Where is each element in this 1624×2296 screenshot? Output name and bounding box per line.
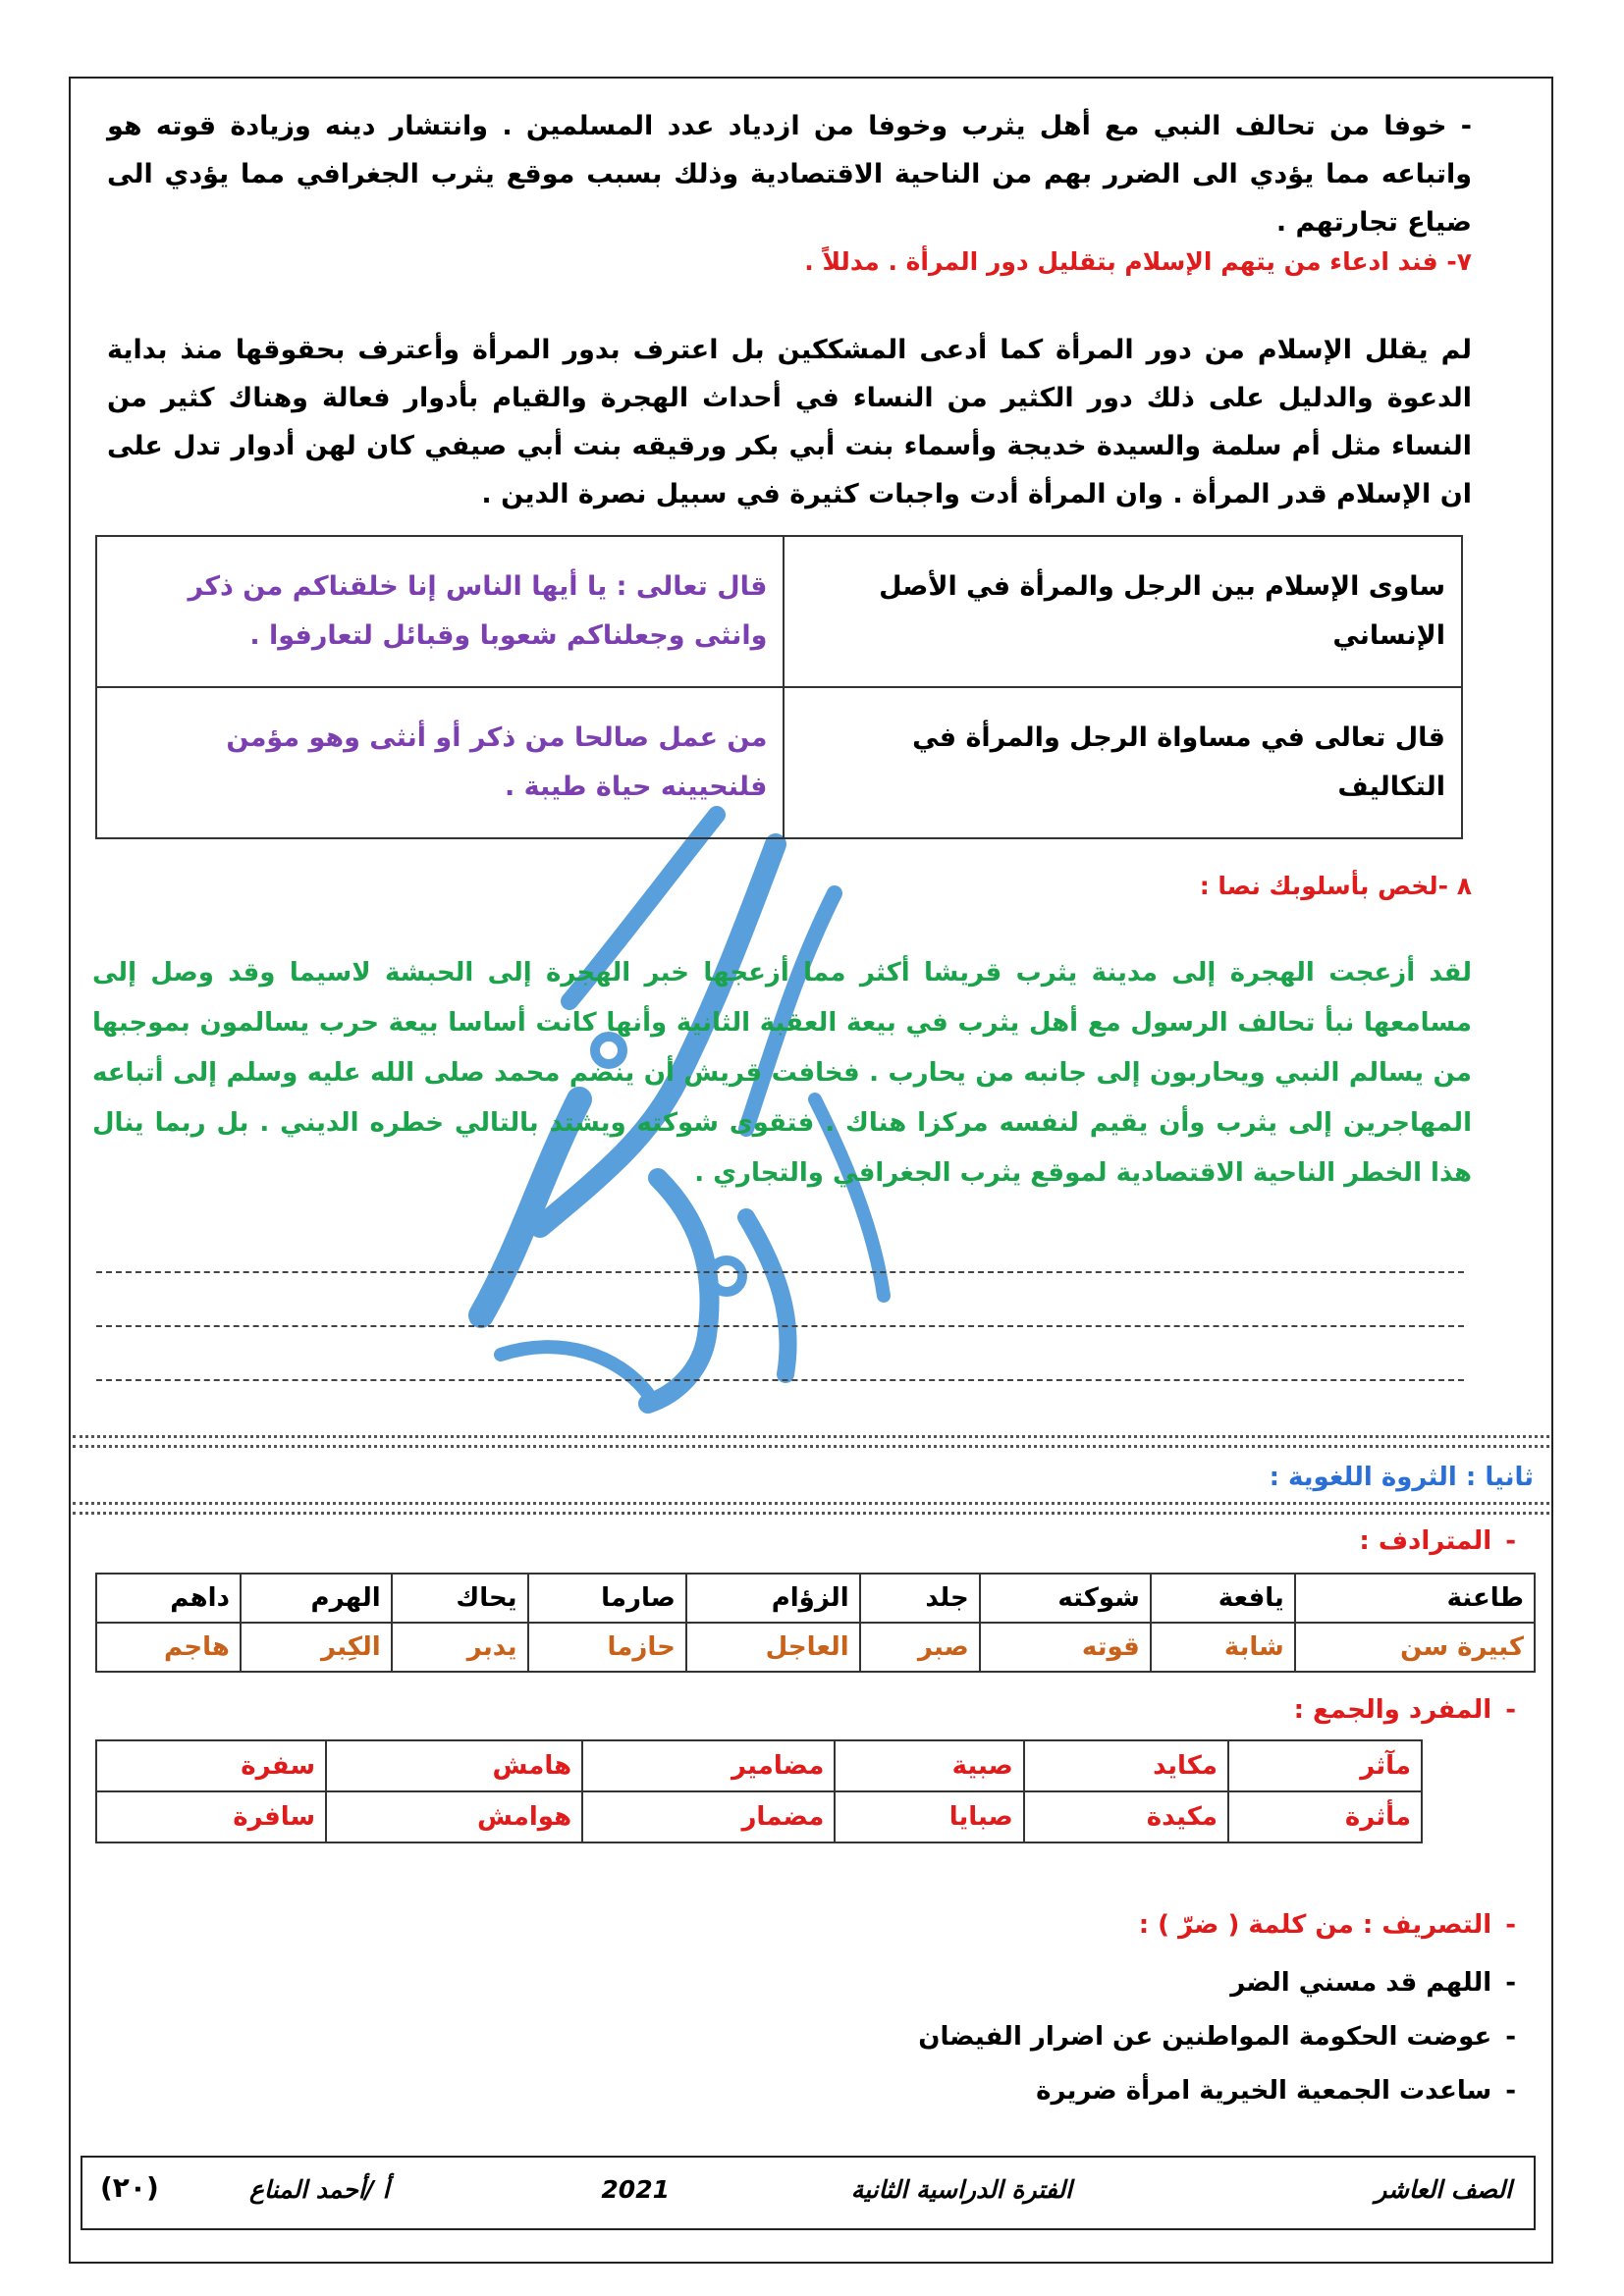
- synonym-answer: العاجل: [686, 1623, 860, 1672]
- morph-item-text: اللهم قد مسني الضر: [1230, 1968, 1492, 1998]
- morph-item: -ساعدت الجمعية الخيرية امرأة ضريرة: [1036, 2076, 1516, 2106]
- synonym-word: شوكته: [980, 1574, 1151, 1623]
- synonyms-heading: -المترادف :: [1359, 1526, 1516, 1556]
- synonym-answer: هاجم: [96, 1623, 241, 1672]
- answer-line: [96, 1271, 1464, 1273]
- plural-cell: مأثرة: [1228, 1791, 1422, 1842]
- synonym-answer: قوته: [980, 1623, 1151, 1672]
- plural-table: [95, 1739, 1423, 1843]
- morph-heading: -التصريف : من كلمة ( ضرّ ) :: [1138, 1910, 1516, 1940]
- morph-item-text: ساعدت الجمعية الخيرية امرأة ضريرة: [1036, 2076, 1492, 2106]
- plural-heading: -المفرد والجمع :: [1293, 1695, 1516, 1725]
- plural-cell: هوامش: [326, 1791, 582, 1842]
- section-divider-top: [73, 1445, 1549, 1448]
- synonyms-heading-label: المترادف :: [1359, 1526, 1492, 1556]
- synonym-word: جلد: [860, 1574, 980, 1623]
- plural-cell: صبية: [835, 1740, 1023, 1791]
- synonym-word: داهم: [96, 1574, 241, 1623]
- plural-cell: مآثر: [1228, 1740, 1422, 1791]
- plural-cell: مكيدة: [1024, 1791, 1228, 1842]
- morph-item: -عوضت الحكومة المواطنين عن اضرار الفيضان: [918, 2022, 1516, 2052]
- synonym-answer: صبر: [860, 1623, 980, 1672]
- synonym-word: صارما: [528, 1574, 686, 1623]
- paragraph-fear-of-alliance: - خوفا من تحالف النبي مع أهل يثرب وخوفا من ازدياد عدد المسلمين . وانتشار دينه وزيادة قوته هو واتباعه مما يؤدي الى الضرر بهم من الناحية الاقتصادية وذلك بسبب موقع يثرب الجغرافي مما يؤدي الى ضياع تجارتهم .: [107, 111, 1472, 238]
- synonyms-table: [95, 1573, 1536, 1673]
- table-row: [96, 1791, 1422, 1842]
- plural-cell: سافرة: [96, 1791, 326, 1842]
- synonym-word: الزؤام: [686, 1574, 860, 1623]
- synonym-word: طاعنة: [1295, 1574, 1535, 1623]
- question-7: ٧- فند ادعاء من يتهم الإسلام بتقليل دور المرأة . مدللاً .: [804, 247, 1472, 276]
- answer-7: لم يقلل الإسلام من دور المرأة كما أدعى المشككين بل اعترف بدور المرأة وأعترف بحقوقها منذ بداية الدعوة والدليل على ذلك دور الكثير من النساء في أحداث الهجرة والقيام بأدوار فعالة وهناك كثير من النساء مثل أم سلمة والسيدة خديجة وأسماء بنت أبي بكر ورقيقه بنت أبي صيفي كان لهن أدوار تدل على ان الإسلام قدر المرأة . وان المرأة أدت واجبات كثيرة في سبيل نصرة الدين .: [107, 335, 1472, 509]
- evidence-table: [95, 535, 1463, 839]
- synonym-word: يافعة: [1151, 1574, 1295, 1623]
- question-8: ٨ -لخص بأسلوبك نصا :: [1199, 872, 1472, 900]
- evidence-label: قال تعالى في مساواة الرجل والمرأة في التكاليف: [784, 687, 1462, 838]
- footer-term: الفترة الدراسية الثانية: [850, 2175, 1072, 2204]
- synonym-word: الهرم: [241, 1574, 392, 1623]
- evidence-label: ساوى الإسلام بين الرجل والمرأة في الأصل الإنساني: [784, 536, 1462, 687]
- plural-cell: مضمار: [582, 1791, 835, 1842]
- footer-grade: الصف العاشر: [1375, 2175, 1512, 2204]
- plural-cell: صبايا: [835, 1791, 1023, 1842]
- table-row: [96, 1623, 1535, 1672]
- morph-heading-label: التصريف : من كلمة ( ضرّ ) :: [1138, 1910, 1492, 1940]
- section-divider-top: [73, 1435, 1549, 1438]
- footer-year: 2021: [601, 2175, 670, 2204]
- plural-cell: مضامير: [582, 1740, 835, 1791]
- plural-heading-label: المفرد والجمع :: [1293, 1695, 1492, 1725]
- plural-cell: سفرة: [96, 1740, 326, 1791]
- synonym-answer: كبيرة سن: [1295, 1623, 1535, 1672]
- section-divider-bottom: [73, 1502, 1549, 1505]
- table-row: [96, 687, 1462, 838]
- answer-line: [96, 1379, 1464, 1381]
- table-row: [96, 1574, 1535, 1623]
- table-row: [96, 1740, 1422, 1791]
- footer-teacher: أ /أحمد المناع: [249, 2175, 390, 2204]
- evidence-verse: قال تعالى : يا أيها الناس إنا خلقناكم من ذكر وانثى وجعلناكم شعوبا وقبائل لتعارفوا .: [96, 536, 784, 687]
- plural-cell: مكايد: [1024, 1740, 1228, 1791]
- plural-cell: هامش: [326, 1740, 582, 1791]
- footer-page-number: (٢٠): [100, 2171, 159, 2204]
- page-footer: [81, 2156, 1536, 2230]
- synonym-word: يحاك: [392, 1574, 528, 1623]
- synonym-answer: يدبر: [392, 1623, 528, 1672]
- section-divider-bottom: [73, 1512, 1549, 1515]
- morph-item: -اللهم قد مسني الضر: [1230, 1968, 1516, 1998]
- section-2-title: ثانيا : الثروة اللغوية :: [1269, 1463, 1534, 1492]
- synonym-answer: شابة: [1151, 1623, 1295, 1672]
- synonym-answer: حازما: [528, 1623, 686, 1672]
- synonym-answer: الكِبر: [241, 1623, 392, 1672]
- evidence-verse: من عمل صالحا من ذكر أو أنثى وهو مؤمن فلنحيينه حياة طيبة .: [96, 687, 784, 838]
- summary-text: لقد أزعجت الهجرة إلى مدينة يثرب قريشا أكثر مما أزعجها خبر الهجرة إلى الحبشة لاسيما وقد وصل إلى مسامعها نبأ تحالف الرسول مع أهل يثرب في بيعة العقبة الثانية وأنها كانت أساسا بيعة حرب يسالمون بموجبها من يسالم النبي ويحاربون إلى جانبه من يحارب . فخافت قريش أن ينضم محمد صلى الله عليه وسلم إلى أتباعه المهاجرين إلى يثرب وأن يقيم لنفسه مركزا هناك . فتقوى شوكته ويشتد بالتالي خطره الديني . بل ربما ينال هذا الخطر الناحية الاقتصادية لموقع يثرب الجغرافي والتجاري .: [92, 958, 1472, 1188]
- morph-item-text: عوضت الحكومة المواطنين عن اضرار الفيضان: [918, 2022, 1492, 2052]
- answer-line: [96, 1325, 1464, 1327]
- table-row: [96, 536, 1462, 687]
